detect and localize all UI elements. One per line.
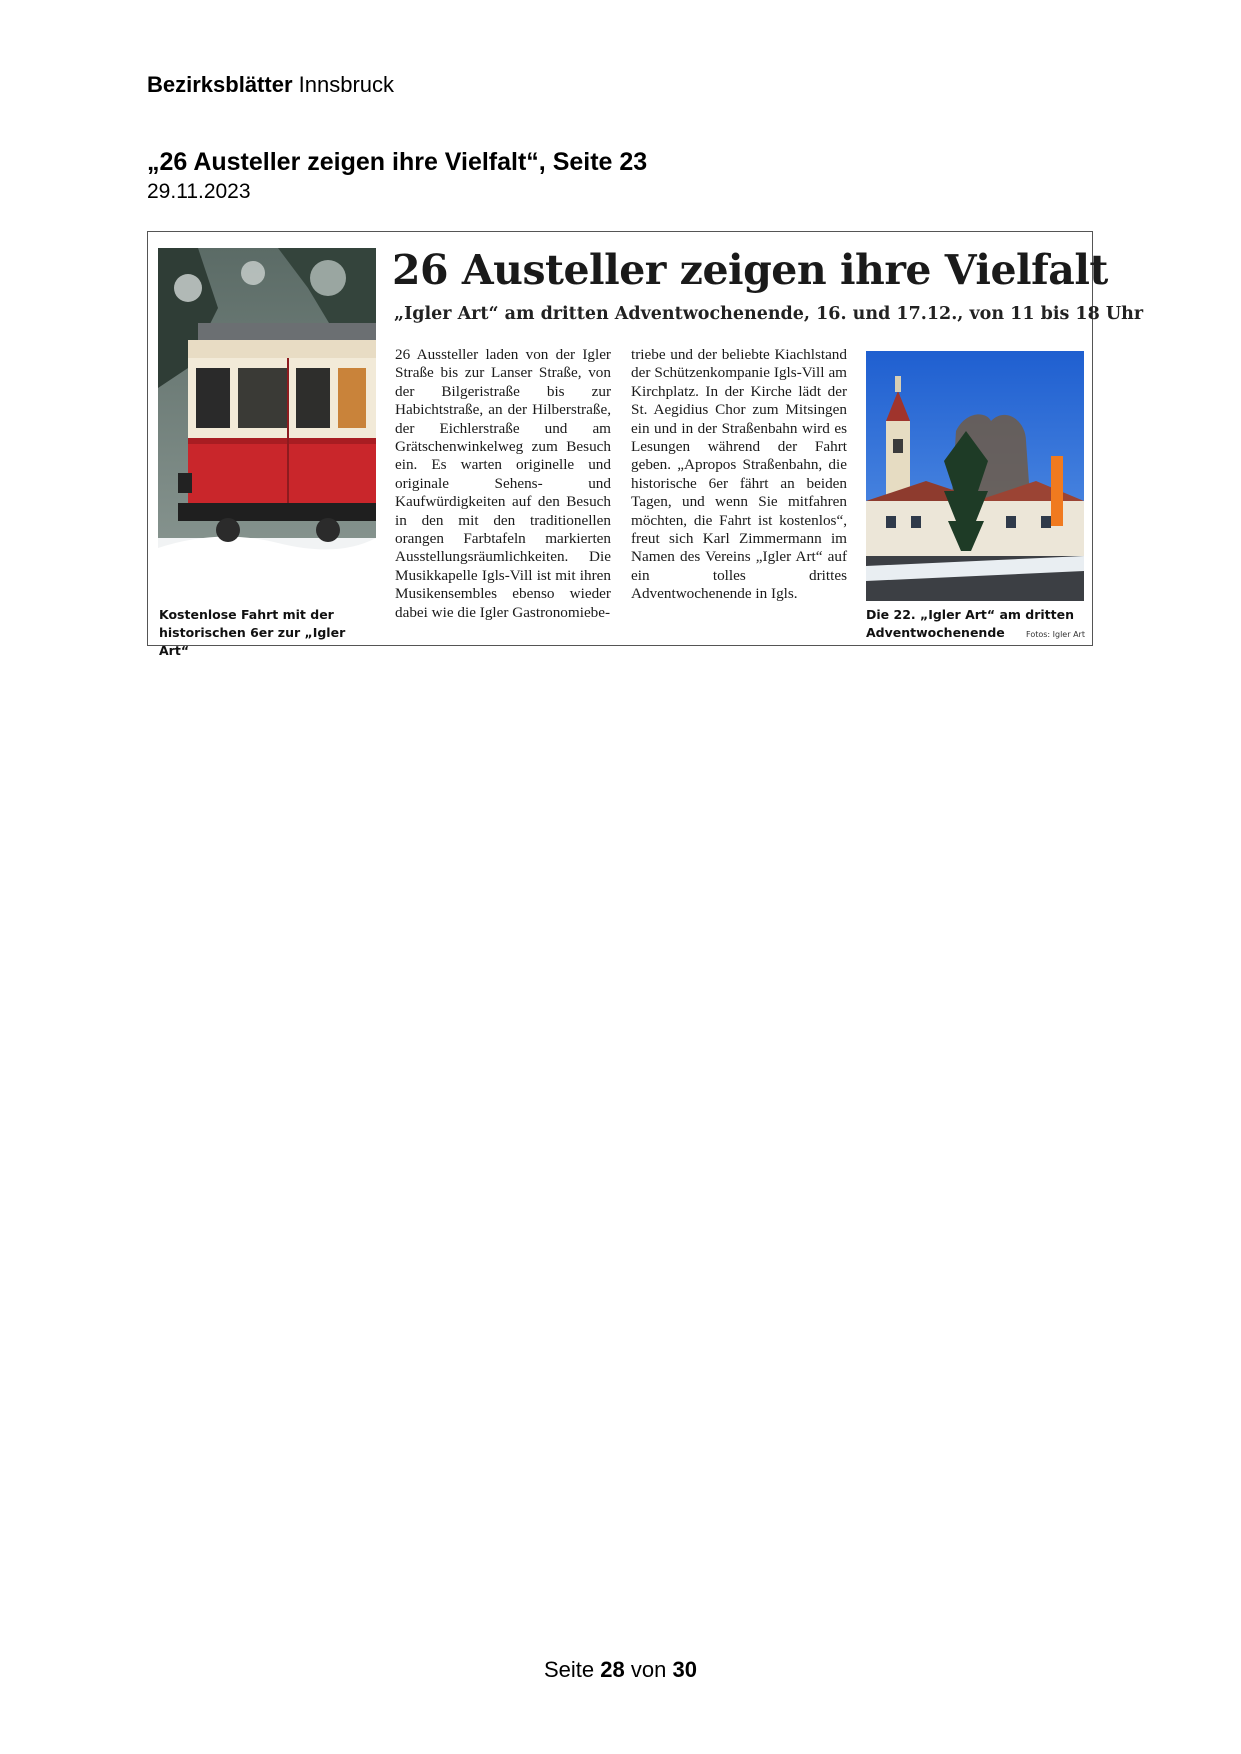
- publication-region: Innsbruck: [298, 72, 395, 97]
- page-separator: von: [630, 1657, 667, 1682]
- article-column-1: 26 Aussteller laden von der Igler Straße bis zur Lanser Straße, von der Bilgeristraße bis zur Habichtstraße, an der Hilberstraße, der Eichlerstraße und am Grätschenwinkelweg zum Besuch ein. Es warten originelle und originale Sehens- und Kaufwürdigkeiten auf den Besuch in den mit den traditionellen orangen Farbtafeln markierten Ausstellungsräumlichkeiten. Die Musikkapelle Igls-Vill ist mit ihren Musikensembles ebenso wieder dabei wie die Igler Gastronomiebe-: [395, 346, 611, 621]
- article-subheadline: „Igler Art“ am dritten Adventwochenende, 16. und 17.12., von 11 bis 18 Uhr: [394, 304, 1144, 324]
- page-footer: [0, 1657, 1241, 1683]
- article-column-2: triebe und der beliebte Kiachlstand der Schützenkompanie Igls-Vill am Kirchplatz. In der Kirche lädt der St. Aegidius Chor zum Mitsingen ein und in der Straßenbahn wird es Lesungen während der Fahrt geben. „Apropos Straßenbahn, die historische 6er fährt an beiden Tagen, und wenn Sie mitfahren möchten, die Fahrt ist kostenlos“, freut sich Karl Zimmermann im Namen des Vereins „Igler Art“ auf ein tolles drittes Adventwochenende in Igls.: [631, 346, 847, 603]
- document-title: „26 Austeller zeigen ihre Vielfalt“, Seite 23: [147, 148, 648, 176]
- publication-name: Bezirksblätter: [147, 72, 293, 97]
- church-photo: [866, 351, 1084, 601]
- tram-photo: [158, 248, 376, 600]
- article-headline: 26 Austeller zeigen ihre Vielfalt: [392, 246, 1108, 294]
- page-total: 30: [672, 1657, 697, 1682]
- church-photo-caption: Die 22. „Igler Art“ am dritten Adventwochenende: [866, 607, 1074, 640]
- page-label: Seite: [544, 1657, 595, 1682]
- document-date: 29.11.2023: [147, 180, 251, 203]
- tram-photo-caption: Kostenlose Fahrt mit der historischen 6er zur „Igler Art“: [159, 607, 346, 658]
- publication-header: [147, 72, 394, 98]
- page-number: 28: [600, 1657, 625, 1682]
- photo-credit: Fotos: Igler Art: [1026, 630, 1085, 639]
- newspaper-clipping: [147, 231, 1144, 658]
